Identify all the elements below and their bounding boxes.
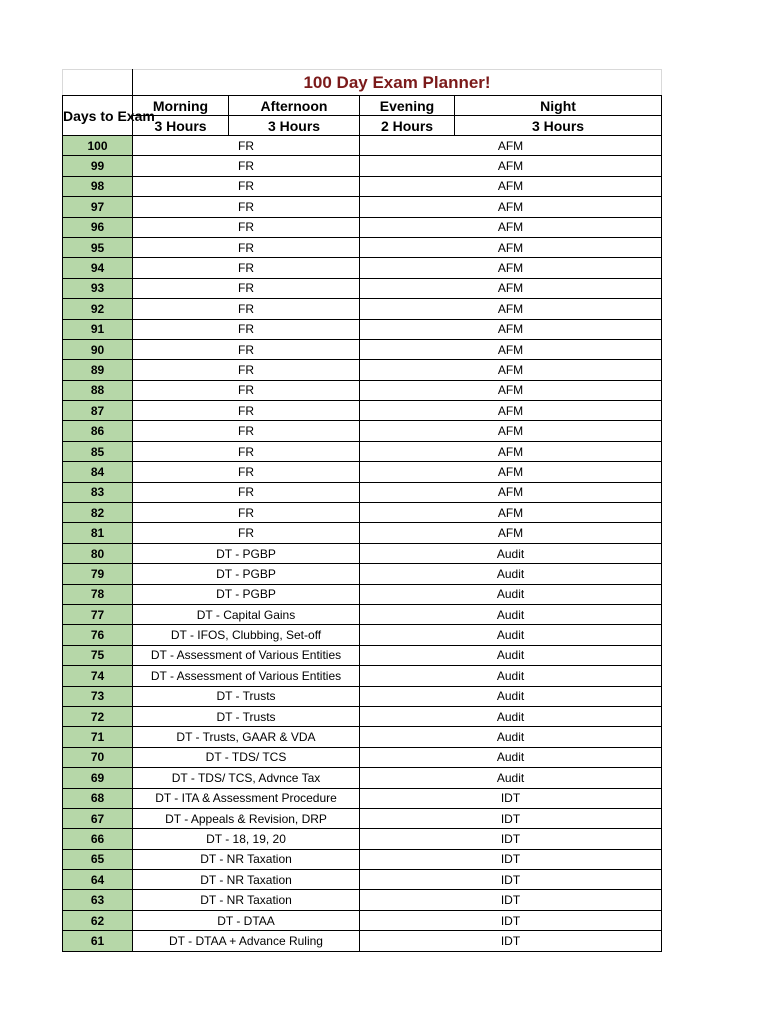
title-row [63,70,662,96]
days-to-exam-header: Days to Exam [63,96,133,136]
table-row [63,482,662,502]
day-number-cell: 100 [63,136,133,156]
morning-afternoon-subject-cell: DT - Trusts [133,706,360,726]
morning-afternoon-subject-cell: FR [133,258,360,278]
morning-afternoon-subject-cell: FR [133,441,360,461]
table-row [63,564,662,584]
morning-afternoon-subject-cell: DT - PGBP [133,584,360,604]
evening-night-subject-cell: IDT [360,890,662,910]
day-number-cell: 67 [63,808,133,828]
table-row [63,380,662,400]
morning-afternoon-subject-cell: FR [133,176,360,196]
day-number-cell: 79 [63,564,133,584]
table-row [63,217,662,237]
evening-night-subject-cell: IDT [360,788,662,808]
evening-night-subject-cell: AFM [360,523,662,543]
morning-afternoon-subject-cell: DT - NR Taxation [133,890,360,910]
morning-afternoon-subject-cell: FR [133,482,360,502]
table-row [63,870,662,890]
morning-afternoon-subject-cell: DT - NR Taxation [133,849,360,869]
evening-night-subject-cell: AFM [360,217,662,237]
evening-night-subject-cell: IDT [360,849,662,869]
evening-night-subject-cell: AFM [360,176,662,196]
table-row [63,421,662,441]
evening-night-subject-cell: AFM [360,421,662,441]
table-row [63,604,662,624]
day-number-cell: 99 [63,156,133,176]
table-row [63,931,662,951]
day-number-cell: 77 [63,604,133,624]
evening-night-subject-cell: AFM [360,156,662,176]
table-row [63,197,662,217]
evening-night-subject-cell: IDT [360,829,662,849]
slot-morning-header: Morning [133,96,229,116]
morning-afternoon-subject-cell: FR [133,136,360,156]
morning-afternoon-subject-cell: DT - TDS/ TCS [133,747,360,767]
morning-afternoon-subject-cell: DT - Capital Gains [133,604,360,624]
table-row [63,727,662,747]
table-row [63,625,662,645]
day-number-cell: 74 [63,666,133,686]
evening-night-subject-cell: Audit [360,543,662,563]
morning-afternoon-subject-cell: FR [133,237,360,257]
evening-night-subject-cell: IDT [360,870,662,890]
morning-afternoon-subject-cell: FR [133,278,360,298]
evening-night-subject-cell: AFM [360,380,662,400]
day-number-cell: 69 [63,768,133,788]
evening-night-subject-cell: AFM [360,482,662,502]
evening-night-subject-cell: Audit [360,645,662,665]
table-row [63,829,662,849]
table-row [63,401,662,421]
day-number-cell: 64 [63,870,133,890]
day-number-cell: 65 [63,849,133,869]
evening-night-subject-cell: AFM [360,503,662,523]
evening-night-subject-cell: Audit [360,747,662,767]
slot-night-hours: 3 Hours [455,116,662,136]
table-row [63,645,662,665]
day-number-cell: 97 [63,197,133,217]
day-number-cell: 62 [63,910,133,930]
table-row [63,747,662,767]
day-number-cell: 71 [63,727,133,747]
day-number-cell: 98 [63,176,133,196]
morning-afternoon-subject-cell: DT - 18, 19, 20 [133,829,360,849]
table-row [63,136,662,156]
table-row [63,278,662,298]
day-number-cell: 95 [63,237,133,257]
table-row [63,808,662,828]
slot-evening-header: Evening [360,96,455,116]
day-number-cell: 90 [63,339,133,359]
evening-night-subject-cell: Audit [360,768,662,788]
day-number-cell: 91 [63,319,133,339]
evening-night-subject-cell: AFM [360,319,662,339]
day-number-cell: 75 [63,645,133,665]
morning-afternoon-subject-cell: FR [133,421,360,441]
table-row [63,441,662,461]
evening-night-subject-cell: IDT [360,808,662,828]
table-row [63,543,662,563]
morning-afternoon-subject-cell: FR [133,462,360,482]
morning-afternoon-subject-cell: DT - ITA & Assessment Procedure [133,788,360,808]
day-number-cell: 94 [63,258,133,278]
table-row [63,319,662,339]
corner-cell [63,70,133,96]
evening-night-subject-cell: Audit [360,706,662,726]
morning-afternoon-subject-cell: DT - Assessment of Various Entities [133,666,360,686]
day-number-cell: 84 [63,462,133,482]
day-number-cell: 93 [63,278,133,298]
slot-evening-hours: 2 Hours [360,116,455,136]
table-row [63,176,662,196]
day-number-cell: 66 [63,829,133,849]
table-row [63,768,662,788]
evening-night-subject-cell: AFM [360,258,662,278]
table-row [63,237,662,257]
table-row [63,788,662,808]
evening-night-subject-cell: Audit [360,727,662,747]
evening-night-subject-cell: AFM [360,237,662,257]
day-number-cell: 92 [63,299,133,319]
table-row [63,156,662,176]
table-row [63,686,662,706]
evening-night-subject-cell: Audit [360,564,662,584]
slot-name-row [63,96,662,116]
morning-afternoon-subject-cell: FR [133,156,360,176]
table-row [63,258,662,278]
morning-afternoon-subject-cell: FR [133,217,360,237]
day-number-cell: 76 [63,625,133,645]
day-number-cell: 72 [63,706,133,726]
morning-afternoon-subject-cell: DT - IFOS, Clubbing, Set-off [133,625,360,645]
table-row [63,706,662,726]
day-number-cell: 68 [63,788,133,808]
page-title: 100 Day Exam Planner! [133,70,662,96]
table-row [63,523,662,543]
day-number-cell: 88 [63,380,133,400]
day-number-cell: 82 [63,503,133,523]
evening-night-subject-cell: Audit [360,666,662,686]
slot-night-header: Night [455,96,662,116]
day-number-cell: 87 [63,401,133,421]
evening-night-subject-cell: AFM [360,462,662,482]
slot-afternoon-header: Afternoon [229,96,360,116]
morning-afternoon-subject-cell: FR [133,523,360,543]
evening-night-subject-cell: Audit [360,584,662,604]
day-number-cell: 96 [63,217,133,237]
morning-afternoon-subject-cell: DT - PGBP [133,564,360,584]
planner-table [62,69,662,952]
day-number-cell: 70 [63,747,133,767]
evening-night-subject-cell: Audit [360,625,662,645]
evening-night-subject-cell: Audit [360,604,662,624]
slot-afternoon-hours: 3 Hours [229,116,360,136]
day-number-cell: 89 [63,360,133,380]
day-number-cell: 83 [63,482,133,502]
table-row [63,666,662,686]
evening-night-subject-cell: AFM [360,136,662,156]
morning-afternoon-subject-cell: FR [133,299,360,319]
morning-afternoon-subject-cell: FR [133,360,360,380]
morning-afternoon-subject-cell: FR [133,503,360,523]
morning-afternoon-subject-cell: DT - DTAA + Advance Ruling [133,931,360,951]
day-number-cell: 63 [63,890,133,910]
morning-afternoon-subject-cell: FR [133,380,360,400]
evening-night-subject-cell: AFM [360,401,662,421]
exam-planner-sheet [62,69,661,952]
morning-afternoon-subject-cell: FR [133,319,360,339]
morning-afternoon-subject-cell: DT - Trusts, GAAR & VDA [133,727,360,747]
table-row [63,299,662,319]
morning-afternoon-subject-cell: DT - Trusts [133,686,360,706]
table-row [63,360,662,380]
evening-night-subject-cell: IDT [360,910,662,930]
table-row [63,339,662,359]
slot-morning-hours: 3 Hours [133,116,229,136]
day-number-cell: 78 [63,584,133,604]
table-row [63,462,662,482]
day-number-cell: 86 [63,421,133,441]
evening-night-subject-cell: AFM [360,299,662,319]
morning-afternoon-subject-cell: DT - TDS/ TCS, Advnce Tax [133,768,360,788]
morning-afternoon-subject-cell: FR [133,339,360,359]
morning-afternoon-subject-cell: DT - PGBP [133,543,360,563]
table-row [63,584,662,604]
day-number-cell: 81 [63,523,133,543]
table-row [63,849,662,869]
morning-afternoon-subject-cell: DT - NR Taxation [133,870,360,890]
table-row [63,503,662,523]
planner-body [63,70,662,952]
day-number-cell: 73 [63,686,133,706]
day-number-cell: 80 [63,543,133,563]
day-number-cell: 61 [63,931,133,951]
evening-night-subject-cell: AFM [360,339,662,359]
evening-night-subject-cell: AFM [360,360,662,380]
evening-night-subject-cell: IDT [360,931,662,951]
evening-night-subject-cell: AFM [360,441,662,461]
morning-afternoon-subject-cell: FR [133,401,360,421]
morning-afternoon-subject-cell: DT - Appeals & Revision, DRP [133,808,360,828]
evening-night-subject-cell: Audit [360,686,662,706]
morning-afternoon-subject-cell: DT - Assessment of Various Entities [133,645,360,665]
table-row [63,890,662,910]
morning-afternoon-subject-cell: FR [133,197,360,217]
table-row [63,910,662,930]
evening-night-subject-cell: AFM [360,197,662,217]
morning-afternoon-subject-cell: DT - DTAA [133,910,360,930]
evening-night-subject-cell: AFM [360,278,662,298]
day-number-cell: 85 [63,441,133,461]
